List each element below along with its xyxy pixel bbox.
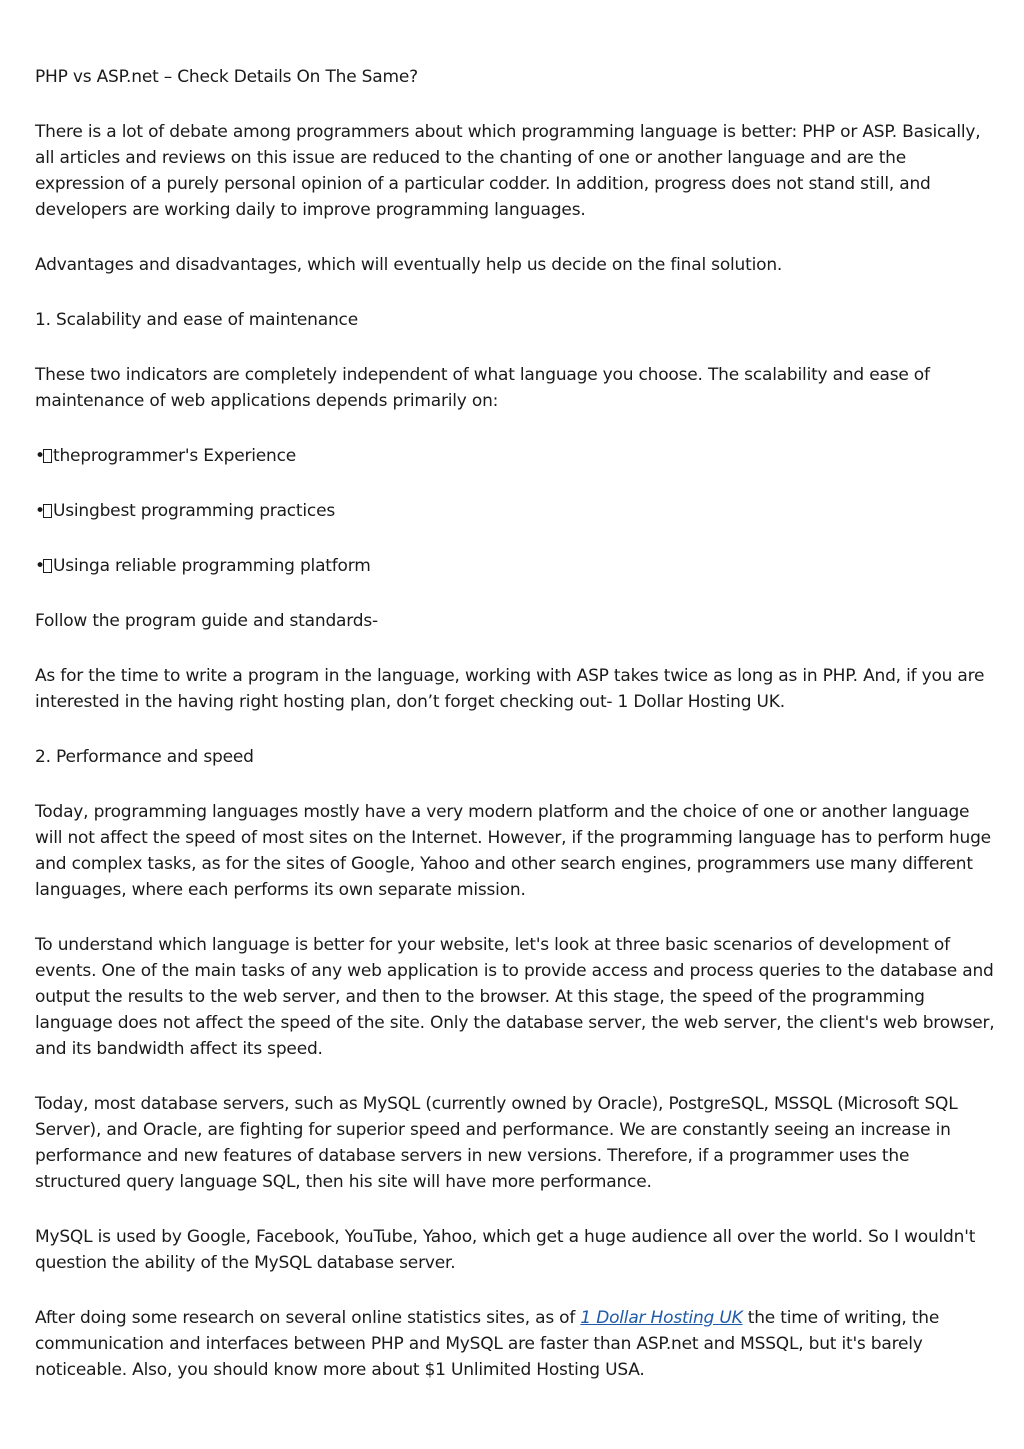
section-heading-scalability: 1. Scalability and ease of maintenance bbox=[35, 310, 358, 330]
paragraph-research-end: the time of writing, the communication and interfaces between PHP and MySQL are faster than ASP.net and MSSQL, but it's barely noticeable. Also, you should know more about $1 Unlimited Hosting USA. bbox=[35, 1308, 940, 1380]
list-item-lead: the bbox=[53, 446, 81, 466]
paragraph-intro: There is a lot of debate among programmers about which programming language is better: PHP or ASP. Basically, all articles and reviews on this issue are reduced to the chanting of one or another language and are the expression of a purely personal opinion of a particular codder. In addition, progress does not stand still, and developers are working daily to improve programming languages. bbox=[35, 122, 981, 220]
section-heading-performance: 2. Performance and speed bbox=[35, 747, 254, 767]
hosting-link[interactable]: 1 Dollar Hosting UK bbox=[580, 1308, 743, 1328]
paragraph-time-to-write: As for the time to write a program in the language, working with ASP takes twice as long as in PHP. And, if you are interested in the having right hosting plan, don’t forget checking out- 1 Dollar Hosting UK. bbox=[35, 666, 985, 712]
document-body bbox=[35, 64, 995, 1412]
list-item-lead: Using bbox=[53, 556, 100, 576]
paragraph-research bbox=[35, 1305, 995, 1383]
list-item-text: best programming practices bbox=[99, 501, 335, 521]
paragraph-advantages: Advantages and disadvantages, which will eventually help us decide on the final solution. bbox=[35, 255, 783, 275]
paragraph-modern-platform: Today, programming languages mostly have a very modern platform and the choice of one or another language will not affect the speed of most sites on the Internet. However, if the programming language has to perform huge and complex tasks, as for the sites of Google, Yahoo and other search engines, programmers use many different languages, where each performs its own separate mission. bbox=[35, 802, 991, 900]
paragraph-indicators: These two indicators are completely independent of what language you choose. The scalability and ease of maintenance of web applications depends primarily on: bbox=[35, 365, 930, 411]
missing-glyph-icon bbox=[43, 559, 52, 573]
bullet-icon: • bbox=[35, 501, 45, 521]
document-title: PHP vs ASP.net – Check Details On The Same? bbox=[35, 67, 418, 87]
missing-glyph-icon bbox=[43, 504, 52, 518]
bullet-icon: • bbox=[35, 556, 45, 576]
paragraph-database-servers: Today, most database servers, such as MySQL (currently owned by Oracle), PostgreSQL, MSSQL (Microsoft SQL Server), and Oracle, are fighting for superior speed and performance. We are constantly seeing an increase in performance and new features of database servers in new versions. Therefore, if a programmer uses the structured query language SQL, then his site will have more performance. bbox=[35, 1094, 958, 1192]
list-item-lead: Using bbox=[53, 501, 100, 521]
list-item-text: programmer's Experience bbox=[80, 446, 297, 466]
bullet-icon: • bbox=[35, 446, 45, 466]
list-item bbox=[35, 553, 995, 579]
list-item-text: a reliable programming platform bbox=[99, 556, 371, 576]
paragraph-follow-guide: Follow the program guide and standards- bbox=[35, 611, 378, 631]
list-item bbox=[35, 498, 995, 524]
paragraph-research-start: After doing some research on several online statistics sites, as of bbox=[35, 1308, 581, 1328]
list-item bbox=[35, 443, 995, 469]
missing-glyph-icon bbox=[43, 449, 52, 463]
paragraph-scenarios: To understand which language is better for your website, let's look at three basic scenarios of development of events. One of the main tasks of any web application is to provide access and process queries to the database and output the results to the web server, and then to the browser. At this stage, the speed of the programming language does not affect the speed of the site. Only the database server, the web server, the client's web browser, and its bandwidth affect its speed. bbox=[35, 935, 995, 1059]
paragraph-mysql-usage: MySQL is used by Google, Facebook, YouTube, Yahoo, which get a huge audience all over the world. So I wouldn't question the ability of the MySQL database server. bbox=[35, 1227, 976, 1273]
